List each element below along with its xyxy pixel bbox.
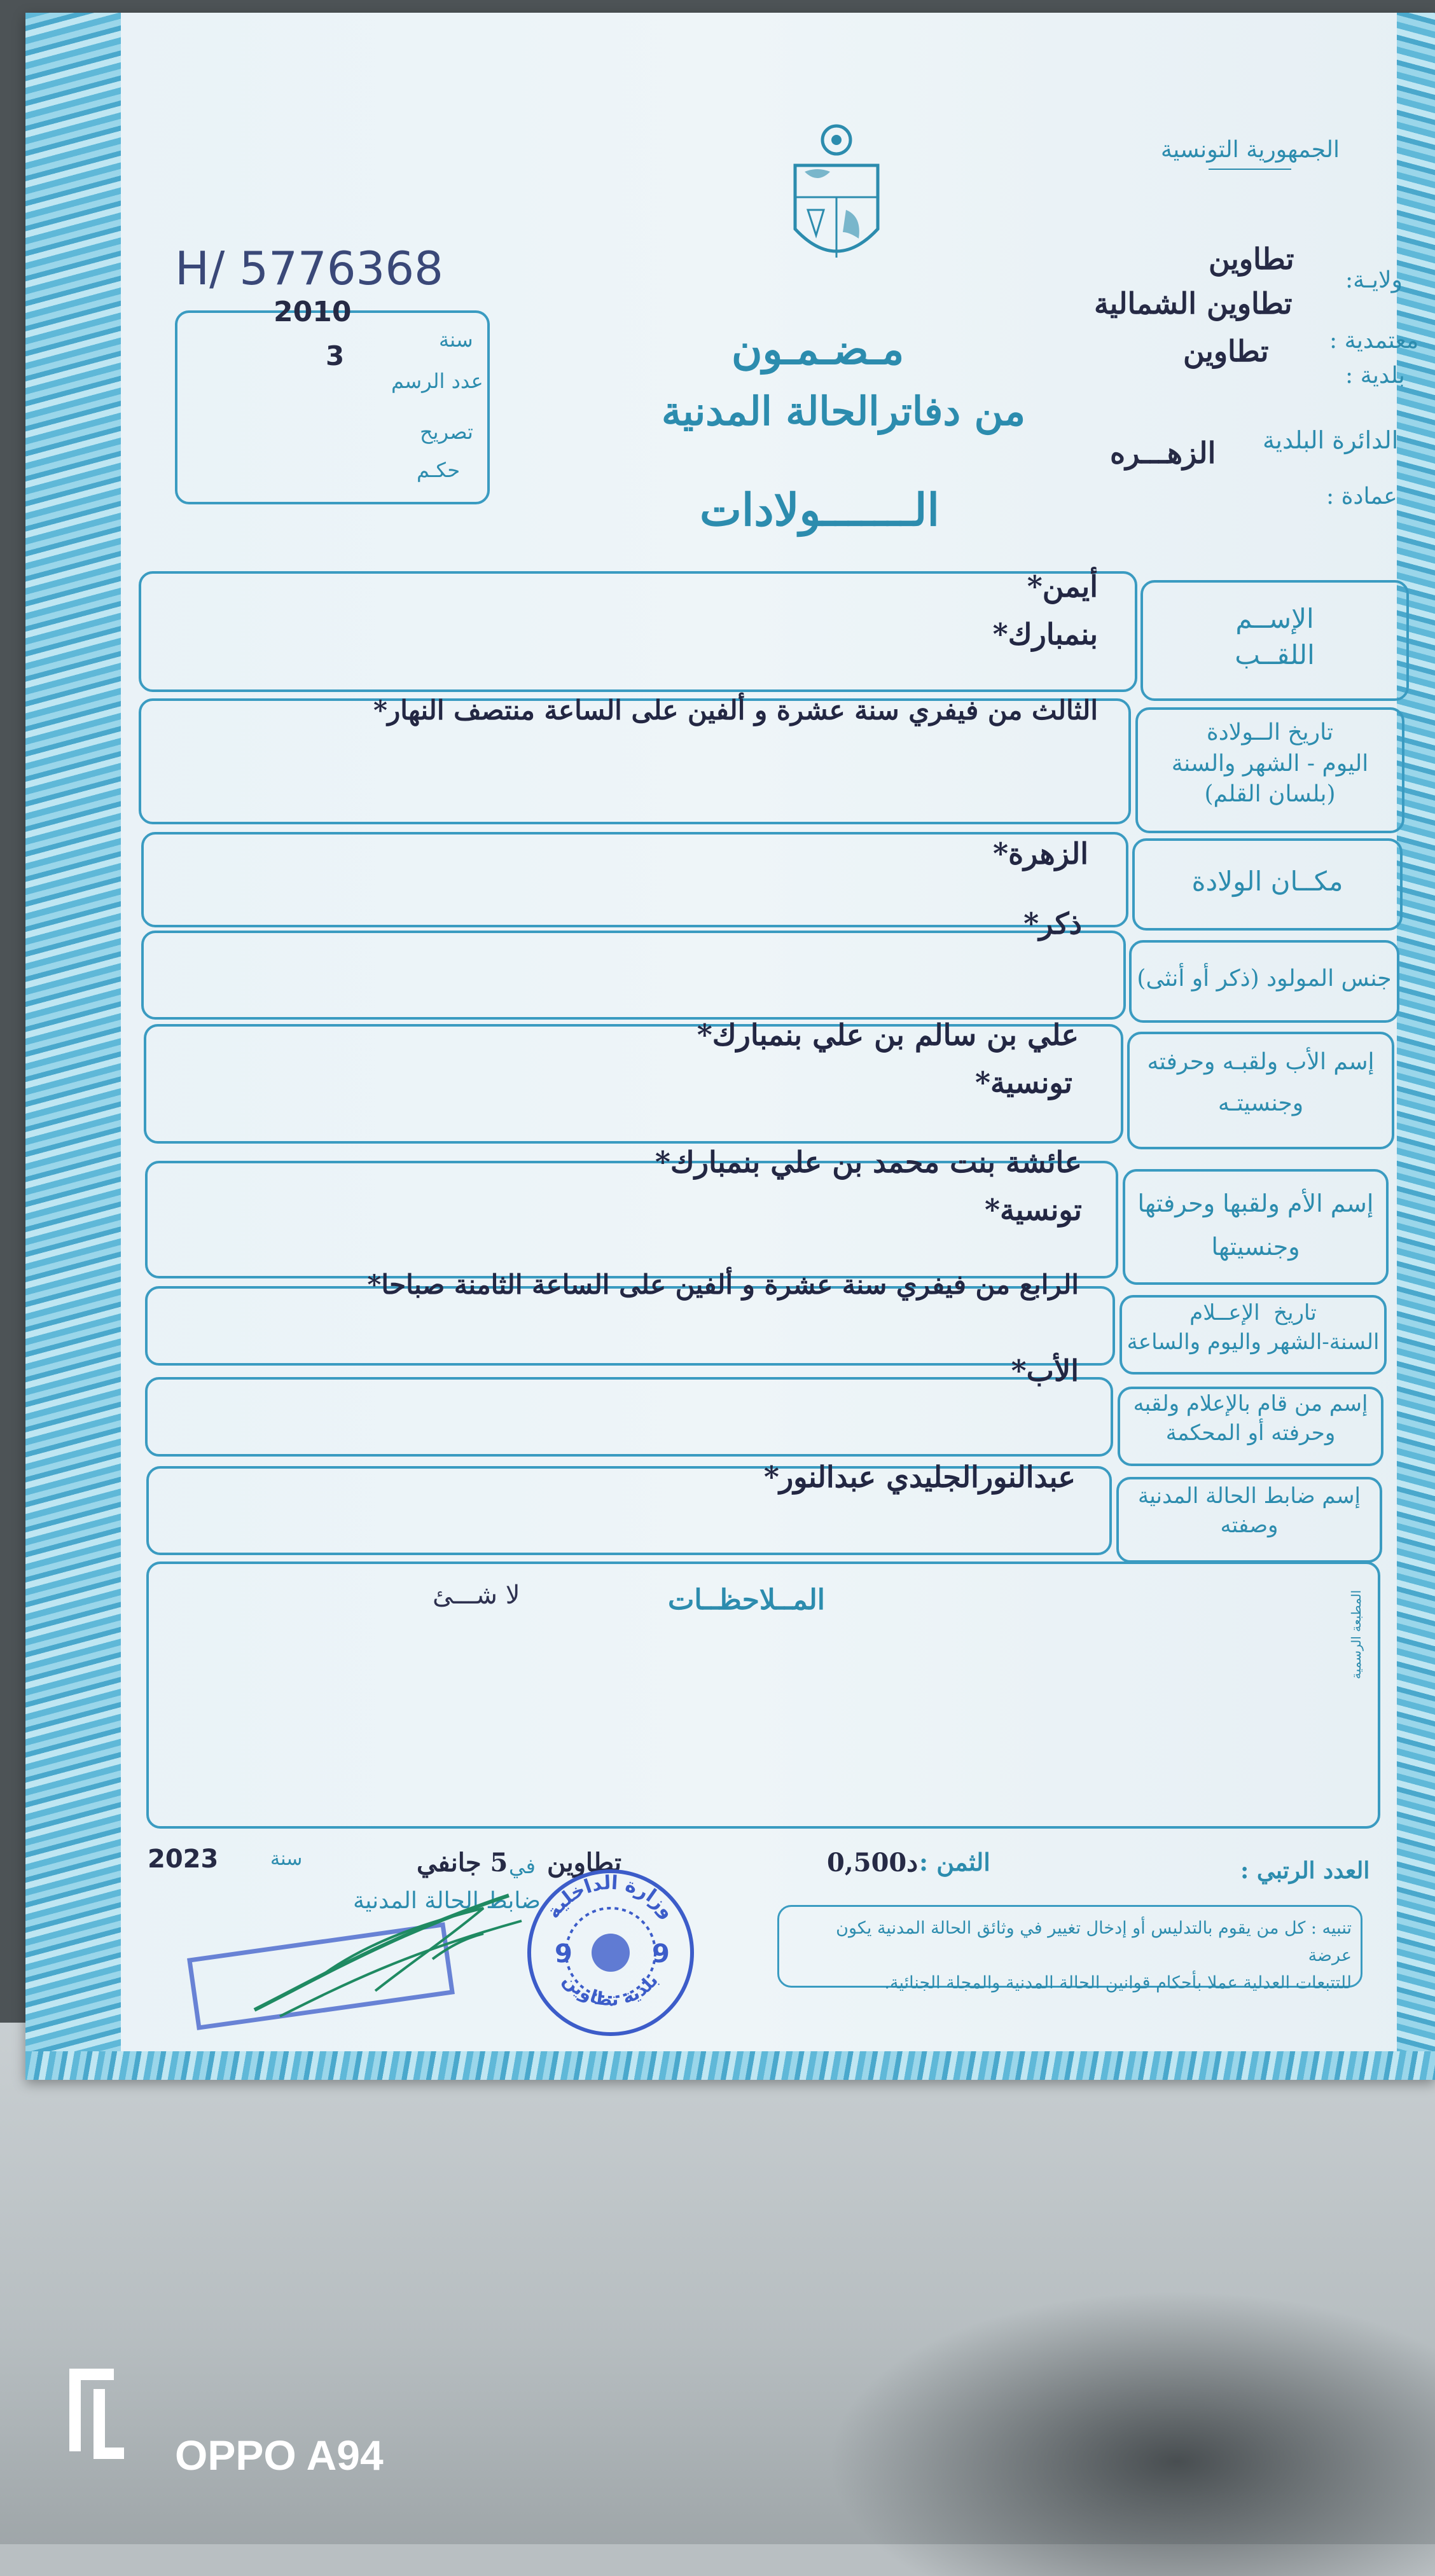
row-birthdate-value: الثالث من فيفري سنة عشرة و ألفين على الساعة منتصف النهار* bbox=[373, 695, 1098, 726]
motamadia-value: تطاوين الشمالية bbox=[1094, 286, 1293, 321]
republic-title: الجمهورية التونسية bbox=[1160, 137, 1340, 163]
year-value: 2023 bbox=[148, 1845, 219, 1874]
register-year-label: سنة bbox=[439, 328, 473, 352]
daira-value: الزهـــره bbox=[1110, 436, 1216, 470]
price-value: 0,500د bbox=[827, 1848, 919, 1878]
register-number-value: 3 bbox=[326, 340, 345, 371]
row-name-label: الإســم اللقــب bbox=[1235, 603, 1315, 670]
row-father-label: إسم الأب ولقبـه وحرفته وجنسيتـه bbox=[1147, 1049, 1375, 1116]
row-officer-label: إسم ضابط الحالة المدنية وصفته bbox=[1138, 1483, 1361, 1538]
signature-icon bbox=[242, 1883, 534, 2029]
official-stamp-icon bbox=[522, 1864, 700, 2042]
row-mother-name: عائشة بنت محمد بن علي بنمبارك* bbox=[655, 1145, 1082, 1179]
row-name-last: بنمبارك* bbox=[992, 617, 1098, 651]
row-mother-nationality: تونسية* bbox=[984, 1193, 1082, 1227]
row-sex-label: جنس المولود (ذكر أو أنثى) bbox=[1137, 966, 1392, 992]
remarks-value: لا شـــئ bbox=[433, 1581, 520, 1610]
wilaya-label: ولايـة: bbox=[1345, 267, 1403, 293]
stamp-ring-text: وزارة الداخلية bbox=[542, 1871, 679, 1923]
row-sex-value: ذكر* bbox=[1023, 906, 1082, 941]
row-declaration-date-label: تاريخ الإعــلام السنة-الشهر واليوم والساعة bbox=[1127, 1300, 1380, 1355]
oppo-logo-icon bbox=[67, 2366, 127, 2462]
row-place-value-box bbox=[141, 832, 1128, 927]
svg-text:وزارة الداخلية bbox=[542, 1872, 679, 1923]
title-registers: من دفاترالحالة المدنية bbox=[662, 388, 1026, 434]
ordinal-label: العدد الرتبي : bbox=[1240, 1857, 1370, 1884]
stamp-left-number: 9 bbox=[555, 1939, 572, 1969]
decorative-border-right bbox=[1397, 13, 1435, 2080]
row-father-name: علي بن سالم بن علي بنمبارك* bbox=[697, 1018, 1079, 1052]
register-number-label: عدد الرسم bbox=[391, 369, 483, 393]
serial-number: H/ 5776368 bbox=[175, 242, 443, 295]
register-judgment-label: حكـم bbox=[417, 458, 461, 482]
omada-label: عمادة : bbox=[1326, 483, 1397, 509]
row-declaration-date-value: الرابع من فيفري سنة عشرة و ألفين على الساعة الثامنة صباحا* bbox=[367, 1269, 1079, 1300]
row-officer-value: عبدالنورالجليدي عبدالنور* bbox=[763, 1460, 1076, 1494]
baladia-value: تطاوين bbox=[1183, 334, 1269, 368]
date-value: 5 جانفي bbox=[417, 1848, 508, 1878]
section-births: الـــــــولادات bbox=[700, 483, 939, 536]
warning-text: تنبيه : كل من يقوم بالتدليس أو إدخال تغيير في وثائق الحالة المدنية يكون عرضة للتتبعات العدلية عملا بأحكام قوانين الحالة المدنية والمجلة الجنائية. bbox=[836, 1918, 1352, 1993]
daira-label: الدائرة البلدية bbox=[1263, 426, 1399, 454]
stamp-bottom-text: بلدية تطاوين bbox=[558, 1969, 663, 2011]
coat-of-arms-icon bbox=[782, 121, 891, 280]
row-mother-label: إسم الأم ولقبها وحرفتها وجنسيتها bbox=[1137, 1189, 1374, 1261]
price-label: الثمن : bbox=[919, 1848, 990, 1876]
officer-title: ضابط الحالة المدنية bbox=[353, 1888, 541, 1914]
camera-watermark: OPPO A94 bbox=[175, 2432, 384, 2479]
baladia-label: بلدية : bbox=[1345, 363, 1405, 389]
photo-shadow bbox=[827, 2290, 1435, 2576]
date-prefix: في bbox=[509, 1854, 536, 1878]
remarks-label: المــلاحظــات bbox=[668, 1584, 826, 1616]
svg-text:بلدية تطاوين bbox=[559, 1969, 662, 2010]
row-declarant-value-box bbox=[145, 1377, 1113, 1457]
row-place-label: مكــان الولادة bbox=[1191, 866, 1343, 897]
place-value: تطاوين bbox=[547, 1848, 622, 1878]
register-declaration-label: تصريح bbox=[420, 420, 473, 444]
stamp-right-number: 9 bbox=[652, 1939, 670, 1969]
register-year-value: 2010 bbox=[274, 296, 352, 328]
row-father-nationality: تونسية* bbox=[974, 1065, 1072, 1100]
year-label: سنة bbox=[270, 1848, 303, 1870]
printer-note: المطبعة الرسمية bbox=[1348, 1589, 1364, 1679]
row-birthdate-label: تاريخ الــولادة اليوم - الشهر والسنة (بلسان القلم) bbox=[1171, 719, 1369, 808]
decorative-border-bottom bbox=[25, 2051, 1435, 2080]
decorative-border-left bbox=[25, 13, 121, 2080]
wilaya-value: تطاوين bbox=[1209, 242, 1294, 276]
republic-underline bbox=[1209, 169, 1291, 170]
row-place-value: الزهرة* bbox=[993, 836, 1088, 871]
row-declarant-value: الأب* bbox=[1011, 1354, 1079, 1388]
title-excerpt: مـضـمـون bbox=[731, 324, 905, 374]
row-name-value-box bbox=[139, 571, 1137, 692]
motamadia-label: معتمدية : bbox=[1329, 328, 1419, 354]
row-declarant-label: إسم من قام بالإعلام ولقبه وحرفته أو المحكمة bbox=[1133, 1391, 1368, 1446]
row-name-first: أيمن* bbox=[1027, 569, 1098, 604]
row-sex-value-box bbox=[141, 931, 1126, 1020]
